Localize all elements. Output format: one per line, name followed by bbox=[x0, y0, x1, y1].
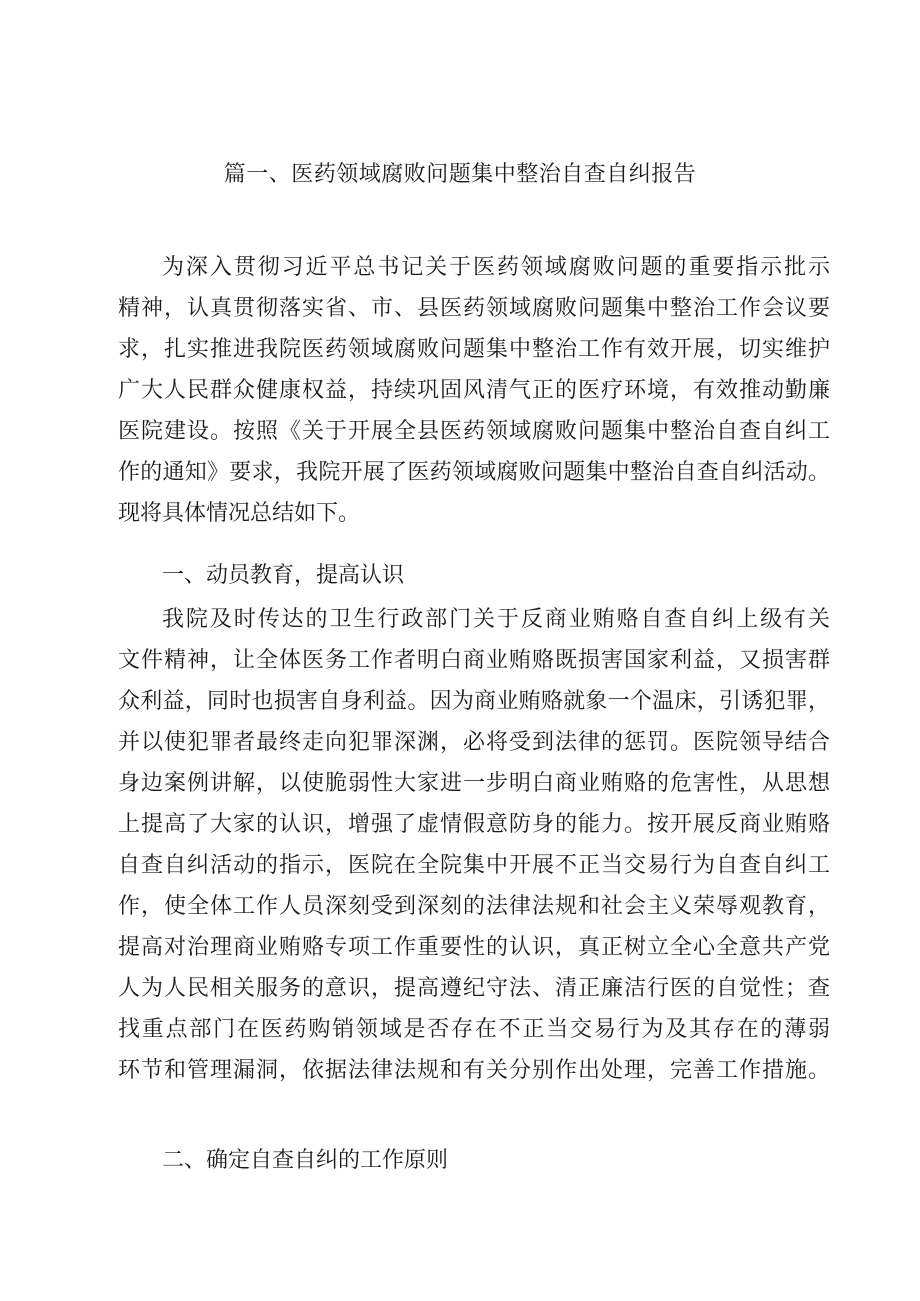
paragraph-line: 提高对治理商业贿赂专项工作重要性的认识，真正树立全心全意共产党 bbox=[118, 935, 830, 960]
paragraph-line: 为深入贯彻习近平总书记关于医药领域腐败问题的重要指示批示 bbox=[162, 255, 830, 280]
paragraph-line: 上提高了大家的认识，增强了虚情假意防身的能力。按开展反商业贿赂 bbox=[118, 812, 830, 837]
paragraph-line: 精神，认真贯彻落实省、市、县医药领域腐败问题集中整治工作会议要 bbox=[118, 296, 830, 321]
document-title: 篇一、医药领域腐败问题集中整治自查自纠报告 bbox=[223, 162, 697, 187]
paragraph-line: 环节和管理漏洞，依据法律法规和有关分别作出处理，完善工作措施。 bbox=[118, 1058, 830, 1083]
section-heading: 二、确定自查自纠的工作原则 bbox=[162, 1148, 449, 1173]
paragraph-line: 广大人民群众健康权益，持续巩固风清气正的医疗环境，有效推动勤廉 bbox=[118, 378, 830, 403]
paragraph-line: 找重点部门在医药购销领域是否存在不正当交易行为及其存在的薄弱 bbox=[118, 1017, 830, 1042]
paragraph-line: 自查自纠活动的指示，医院在全院集中开展不正当交易行为自查自纠工 bbox=[118, 853, 830, 878]
paragraph-line: 众利益，同时也损害自身利益。因为商业贿赂就象一个温床，引诱犯罪， bbox=[118, 689, 830, 714]
paragraph-line: 作的通知》要求，我院开展了医药领域腐败问题集中整治自查自纠活动。 bbox=[118, 460, 830, 485]
section-heading: 一、动员教育，提高认识 bbox=[162, 563, 405, 588]
paragraph-line: 文件精神，让全体医务工作者明白商业贿赂既损害国家利益，又损害群 bbox=[118, 648, 830, 673]
paragraph-line: 人为人民相关服务的意识，提高遵纪守法、清正廉洁行医的自觉性；查 bbox=[118, 976, 830, 1001]
paragraph-line: 并以使犯罪者最终走向犯罪深渊，必将受到法律的惩罚。医院领导结合 bbox=[118, 730, 830, 755]
paragraph-line: 医院建设。按照《关于开展全县医药领域腐败问题集中整治自查自纠工 bbox=[118, 419, 830, 444]
paragraph-line: 现将具体情况总结如下。 bbox=[118, 501, 361, 526]
paragraph-line: 我院及时传达的卫生行政部门关于反商业贿赂自查自纠上级有关 bbox=[162, 607, 830, 632]
paragraph-line: 求，扎实推进我院医药领域腐败问题集中整治工作有效开展，切实维护 bbox=[118, 337, 830, 362]
paragraph-line: 作，使全体工作人员深刻受到深刻的法律法规和社会主义荣辱观教育， bbox=[118, 894, 830, 919]
paragraph-line: 身边案例讲解，以使脆弱性大家进一步明白商业贿赂的危害性，从思想 bbox=[118, 771, 830, 796]
